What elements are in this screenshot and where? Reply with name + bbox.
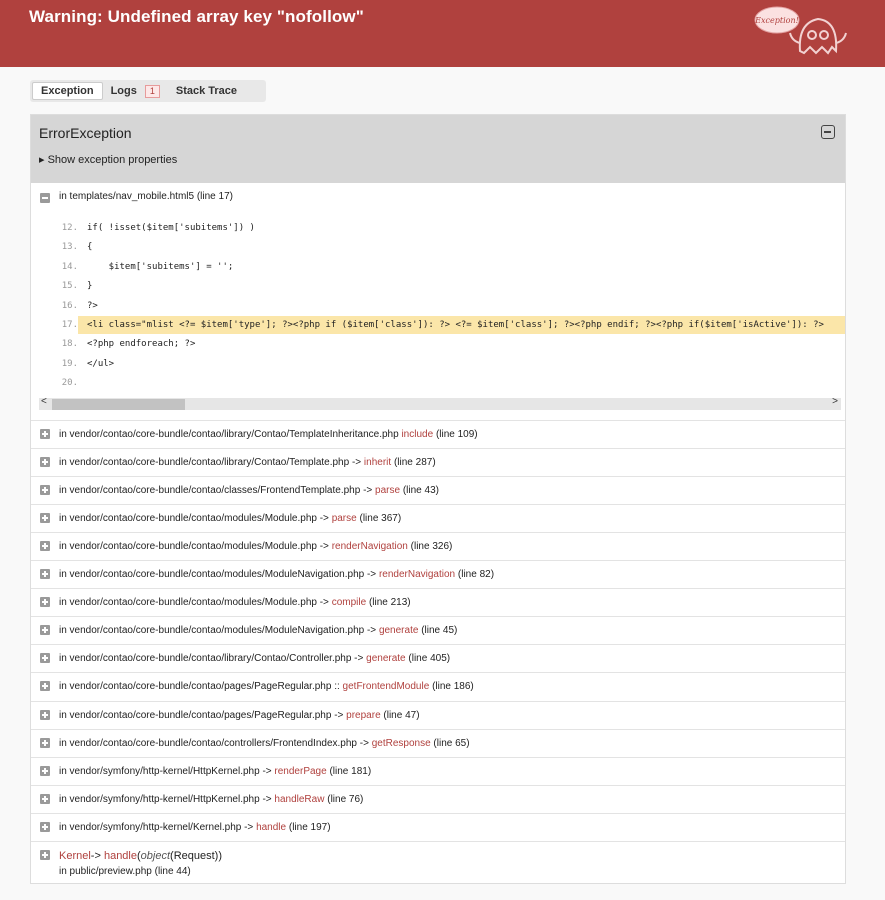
frame-file: in vendor/contao/core-bundle/contao/modules/Module.php — [59, 597, 317, 609]
frame-file: in vendor/contao/core-bundle/contao/modules/Module.php — [59, 513, 317, 525]
frame-file: in vendor/contao/core-bundle/contao/pages/PageRegular.php — [59, 681, 332, 693]
frame-function: getFrontendModule — [342, 681, 430, 693]
stack-frame[interactable] — [31, 532, 845, 560]
code-line — [31, 219, 845, 237]
frame-line: (line 197) — [288, 821, 331, 833]
frame-line: (line 82) — [457, 569, 495, 581]
frame-function: renderPage — [274, 765, 327, 777]
frame-text — [59, 653, 450, 664]
code-line — [31, 374, 845, 392]
frame-text — [59, 738, 470, 749]
error-header — [0, 0, 885, 67]
frame-line: (line 47) — [383, 709, 420, 721]
frame-text — [59, 457, 436, 468]
frame-function: renderNavigation — [331, 541, 408, 553]
collapse-icon[interactable] — [821, 125, 835, 139]
frame-file: in vendor/contao/core-bundle/contao/pages/PageRegular.php — [59, 709, 332, 721]
frame-separator: -> — [356, 737, 372, 749]
expand-frame-icon[interactable] — [40, 485, 50, 495]
expand-frame-icon[interactable] — [40, 710, 50, 720]
args-open: ( — [137, 849, 141, 862]
frame-file: in vendor/contao/core-bundle/contao/modules/Module.php — [59, 541, 317, 553]
stack-frame[interactable] — [31, 420, 845, 448]
line-number: 14. — [61, 261, 78, 272]
frame-separator: -> — [349, 457, 364, 469]
frame-function: prepare — [346, 709, 381, 721]
exception-panel — [30, 114, 846, 884]
expand-frame-icon[interactable] — [40, 457, 50, 467]
frame-line: (line 109) — [435, 429, 478, 440]
frame-file: in vendor/contao/core-bundle/contao/library/Contao/Controller.php — [59, 653, 352, 665]
line-number: 18. — [61, 339, 78, 350]
arg-type: object — [140, 849, 171, 862]
frame-separator: -> — [90, 849, 104, 862]
arg-value: (Request) — [170, 849, 219, 862]
frame-file: in vendor/contao/core-bundle/contao/classes/FrontendTemplate.php — [59, 485, 361, 497]
expand-frame-icon[interactable] — [40, 653, 50, 663]
frame-line: (line 287) — [393, 457, 436, 469]
expand-frame-icon[interactable] — [40, 794, 50, 804]
frame-line: (line 45) — [421, 625, 458, 637]
frame-line: (line 213) — [368, 597, 411, 609]
exception-header — [31, 115, 845, 183]
frame-function: inherit — [363, 457, 392, 469]
frame-text — [59, 541, 452, 552]
frame-separator: -> — [331, 709, 347, 721]
code-text: if( !isset($item['subitems']) ) — [87, 223, 255, 233]
expand-frame-icon[interactable] — [40, 822, 50, 832]
frame-text — [59, 822, 331, 833]
tab-stack-trace[interactable]: Stack Trace — [175, 85, 238, 97]
frame-file: in vendor/contao/core-bundle/contao/controllers/FrontendIndex.php — [59, 737, 357, 749]
stack-frame-last[interactable] — [31, 841, 845, 885]
code-text: { — [87, 242, 93, 253]
frame-line: (line 326) — [410, 541, 453, 553]
frame-separator: -> — [316, 541, 332, 553]
frame-line: (line 65) — [433, 737, 470, 749]
frame-function: generate — [366, 653, 406, 665]
frame-function: compile — [331, 597, 367, 609]
frame-line: (line 76) — [327, 793, 364, 805]
stack-frame[interactable] — [31, 560, 845, 588]
stack-frame[interactable] — [31, 785, 845, 813]
code-line — [31, 258, 845, 276]
frame-text — [59, 513, 401, 524]
frame-text — [59, 485, 439, 496]
frame-separator: -> — [259, 793, 275, 805]
expand-frame-icon[interactable] — [40, 569, 50, 579]
frame-separator: -> — [241, 821, 257, 833]
code-line — [31, 238, 845, 256]
expand-frame-icon[interactable] — [40, 625, 50, 635]
frame-text — [59, 597, 411, 608]
expand-frame-icon[interactable] — [40, 541, 50, 551]
line-number: 13. — [61, 242, 78, 253]
expand-frame-icon[interactable] — [40, 850, 50, 860]
frame-file: in vendor/contao/core-bundle/contao/modules/ModuleNavigation.php — [59, 625, 365, 637]
frame-title: in templates/nav_mobile.html5 (line 17) — [59, 191, 233, 202]
frame-line: (line 186) — [432, 681, 474, 693]
frame-separator: -> — [351, 653, 367, 665]
stack-frame[interactable] — [31, 588, 845, 616]
stack-frame[interactable] — [31, 616, 845, 644]
frame-function: generate — [378, 625, 419, 637]
show-exception-properties-toggle[interactable]: ▸ Show exception properties — [39, 154, 178, 166]
exception-ghost-icon — [752, 3, 852, 63]
scrollbar-thumb[interactable] — [52, 399, 185, 410]
frame-file: in vendor/symfony/http-kernel/Kernel.php — [59, 821, 242, 833]
frame-function: renderNavigation — [378, 569, 456, 581]
frame-function: handleRaw — [274, 793, 325, 805]
frame-function: getResponse — [371, 737, 431, 749]
stack-frame[interactable] — [31, 701, 845, 729]
expand-frame-icon[interactable] — [40, 681, 50, 691]
code-text: <li class="mlist <?= $item['type']; ?><?php if ($item['class']): ?> <?= $item['class']; ?><?php endif; ?><?php if($item['isActive']): ?> — [87, 320, 824, 330]
frame-text — [59, 710, 420, 721]
collapse-frame-icon[interactable] — [40, 193, 50, 203]
frame-line: (line 43) — [402, 485, 439, 497]
tab-logs[interactable]: Logs 1 — [103, 82, 168, 100]
frame-file: in vendor/contao/core-bundle/contao/library/Contao/Template.php — [59, 457, 350, 469]
frame-separator: -> — [364, 625, 379, 637]
line-number: 20. — [61, 378, 78, 389]
scroll-left-icon[interactable]: < — [41, 396, 47, 407]
stack-frame[interactable] — [31, 644, 845, 672]
frame-text — [59, 681, 474, 692]
stack-frame[interactable] — [31, 757, 845, 785]
code-line — [31, 277, 845, 295]
code-line — [31, 335, 845, 353]
frame-text — [59, 794, 363, 805]
frame-text — [59, 766, 371, 777]
line-number: 17. — [61, 320, 78, 330]
page-title: Warning: Undefined array key "nofollow" — [29, 7, 364, 26]
frame-separator: -> — [316, 513, 332, 525]
stack-frame[interactable] — [31, 504, 845, 532]
line-number: 19. — [61, 358, 78, 369]
tab-exception[interactable]: Exception — [32, 82, 103, 100]
expand-frame-icon[interactable] — [40, 738, 50, 748]
tab-bar — [30, 80, 266, 102]
stack-frame[interactable] — [31, 729, 845, 757]
expand-frame-icon[interactable] — [40, 513, 50, 523]
code-line — [31, 355, 845, 373]
expand-frame-icon[interactable] — [40, 597, 50, 607]
frame-call — [59, 850, 222, 862]
highlighted-code-line — [61, 316, 845, 334]
line-number: 16. — [61, 300, 78, 311]
frame-line: (line 367) — [359, 513, 402, 525]
svg-text:Exception!: Exception! — [755, 16, 799, 25]
frame-file: in public/preview.php (line 44) — [59, 865, 191, 877]
stack-frame[interactable] — [31, 813, 845, 841]
code-text: ?> — [87, 300, 98, 311]
frame-separator: -> — [316, 597, 332, 609]
frame-text — [59, 429, 478, 440]
frame-separator: :: — [331, 681, 343, 693]
frame-file: in vendor/symfony/http-kernel/HttpKernel.php — [59, 765, 260, 777]
exception-class: ErrorException — [39, 125, 132, 141]
code-line — [31, 297, 845, 315]
logs-count-badge: 1 — [145, 85, 160, 98]
expand-frame-icon[interactable] — [40, 766, 50, 776]
frame-text — [59, 625, 457, 636]
code-text: } — [87, 281, 93, 292]
frame-separator: -> — [360, 485, 376, 497]
frame-file: in vendor/contao/core-bundle/contao/library/Contao/TemplateInheritance.php — [59, 429, 399, 440]
frame-line: (line 181) — [329, 765, 372, 777]
frame-file: in vendor/contao/core-bundle/contao/modules/ModuleNavigation.php — [59, 569, 365, 581]
line-number: 12. — [61, 223, 78, 233]
frame-separator: -> — [259, 765, 275, 777]
stack-frame[interactable] — [31, 476, 845, 504]
frame-function: handle — [256, 821, 287, 833]
frame-function: handle — [103, 849, 137, 862]
horizontal-scrollbar[interactable] — [39, 398, 841, 410]
frame-class: Kernel — [59, 849, 91, 862]
code-text: </ul> — [87, 358, 115, 369]
args-close: ) — [218, 849, 222, 862]
line-number: 15. — [61, 281, 78, 292]
stack-frame[interactable] — [31, 448, 845, 476]
stack-frame[interactable] — [31, 672, 845, 700]
frame-text — [59, 569, 494, 580]
scroll-right-icon[interactable]: > — [832, 396, 838, 407]
frame-line: (line 405) — [408, 653, 451, 665]
frame-function: parse — [375, 485, 401, 497]
frame-function: include — [401, 429, 434, 440]
frame-separator: -> — [364, 569, 379, 581]
frame-file: in vendor/symfony/http-kernel/HttpKernel.php — [59, 793, 260, 805]
expand-frame-icon[interactable] — [40, 429, 50, 439]
code-text: <?php endforeach; ?> — [87, 339, 196, 350]
code-text: $item['subitems'] = ''; — [87, 261, 234, 272]
frame-function: parse — [331, 513, 357, 525]
